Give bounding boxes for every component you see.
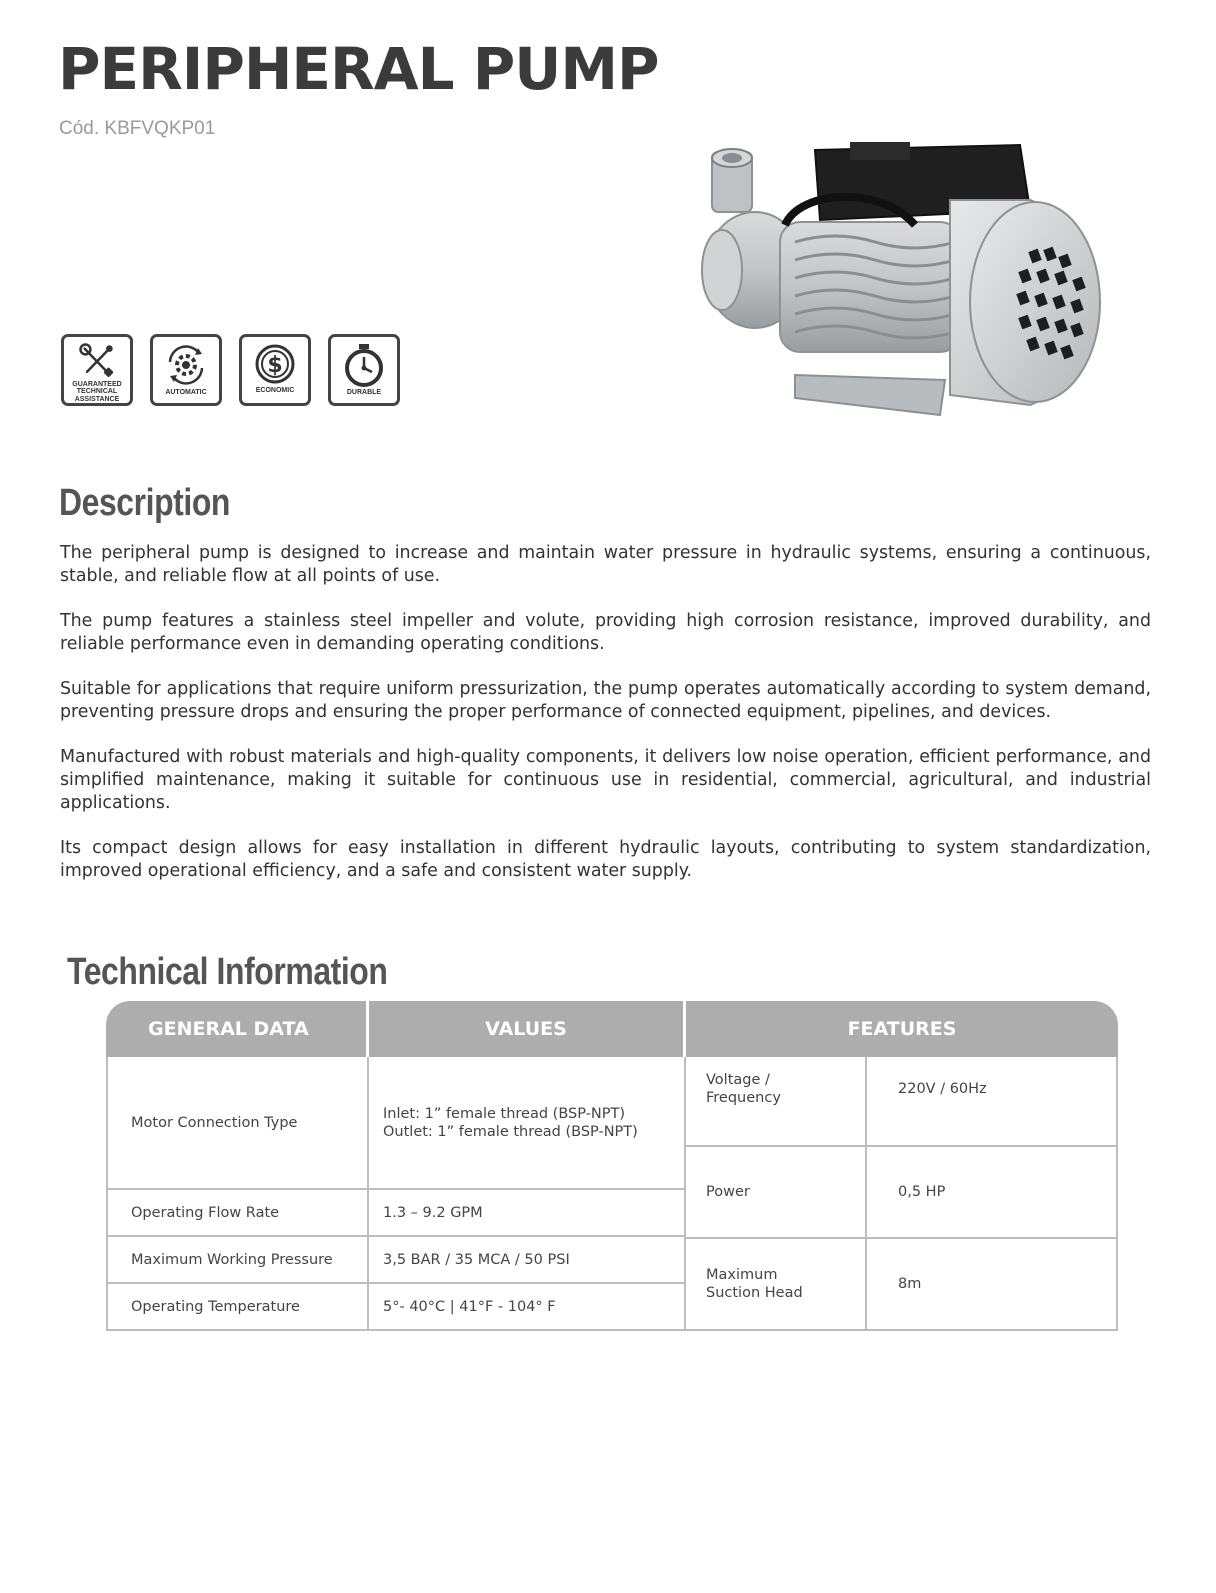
description-paragraph: The peripheral pump is designed to increase and maintain water pressure in hydraulic systems, ensuring a continuous, stable, and reliable flow at all points of use. xyxy=(60,543,1151,586)
pump-image xyxy=(700,130,1120,430)
wrench-screwdriver-icon xyxy=(73,342,121,380)
row-value-flow-rate: 1.3 – 9.2 GPM xyxy=(383,1204,483,1221)
grid-line xyxy=(865,1057,867,1331)
header-features: FEATURES xyxy=(686,1001,1118,1057)
header-values: VALUES xyxy=(369,1001,683,1057)
feature-value-power: 0,5 HP xyxy=(898,1184,946,1200)
badge-label: DURABLE xyxy=(346,389,382,396)
badge-label: ECONOMIC xyxy=(255,387,295,394)
description-paragraph: Suitable for applications that require uniform pressurization, the pump operates automatically according to system demand, preventing pressure drops and ensuring the proper performance of connected equipment, pipelines, and devices. xyxy=(60,679,1151,722)
grid-line xyxy=(1116,1057,1118,1331)
description-body xyxy=(60,542,1151,905)
description-paragraph: Manufactured with robust materials and high-quality components, it delivers low noise operation, efficient performance, and simplified maintenance, making it suitable for continuous use in residential, commercial, agricultural, and industrial applications. xyxy=(60,747,1151,813)
row-label-flow-rate: Operating Flow Rate xyxy=(131,1204,280,1221)
feature-label-power: Power xyxy=(706,1184,750,1200)
row-value-working-pressure: 3,5 BAR / 35 MCA / 50 PSI xyxy=(383,1251,570,1268)
grid-line xyxy=(106,1329,1118,1331)
feature-label-line: Maximum xyxy=(706,1267,778,1283)
svg-text:$: $ xyxy=(267,353,283,378)
description-paragraph: Its compact design allows for easy installation in different hydraulic layouts, contributing to system standardization, improved operational efficiency, and a safe and consistent water supply. xyxy=(60,838,1151,881)
feature-badges xyxy=(61,334,400,406)
gear-cycle-icon xyxy=(162,342,210,388)
feature-label-line: Voltage / xyxy=(706,1072,770,1088)
header-general-data: GENERAL DATA xyxy=(106,1001,366,1057)
inlet-value: Inlet: 1” female thread (BSP-NPT) xyxy=(383,1105,625,1122)
feature-label-voltage xyxy=(706,1057,861,1145)
badge-label: GUARANTEED TECHNICAL ASSISTANCE xyxy=(72,380,122,403)
badge-automatic xyxy=(150,334,222,406)
row-label-working-pressure: Maximum Working Pressure xyxy=(131,1251,333,1268)
technical-heading: Technical Information xyxy=(67,951,388,993)
description-heading: Description xyxy=(59,482,230,524)
row-label-motor-connection: Motor Connection Type xyxy=(131,1114,298,1131)
feature-label-line: Frequency xyxy=(706,1090,781,1106)
technical-table xyxy=(106,1001,1118,1331)
badge-label: AUTOMATIC xyxy=(165,389,207,396)
grid-line xyxy=(684,1057,686,1331)
row-label-temperature: Operating Temperature xyxy=(131,1298,300,1315)
grid-line xyxy=(106,1057,108,1331)
product-title: PERIPHERAL PUMP xyxy=(58,35,659,103)
grid-line xyxy=(367,1057,369,1331)
feature-value-voltage: 220V / 60Hz xyxy=(898,1081,987,1097)
row-value-motor-connection xyxy=(383,1057,679,1188)
dollar-coin-icon xyxy=(251,342,299,386)
badge-economic xyxy=(239,334,311,406)
row-value-temperature: 5°- 40°C | 41°F - 104° F xyxy=(383,1298,556,1315)
badge-durable xyxy=(328,334,400,406)
outlet-value: Outlet: 1” female thread (BSP-NPT) xyxy=(383,1123,638,1140)
feature-label-suction xyxy=(706,1239,861,1329)
description-paragraph: The pump features a stainless steel impeller and volute, providing high corrosion resistance, improved durability, and reliable performance even in demanding operating conditions. xyxy=(60,611,1151,654)
product-code: Cód. KBFVQKP01 xyxy=(59,118,216,139)
badge-technical-assistance xyxy=(61,334,133,406)
feature-label-line: Suction Head xyxy=(706,1285,803,1301)
stopwatch-icon xyxy=(340,342,388,388)
feature-value-suction: 8m xyxy=(898,1276,922,1292)
